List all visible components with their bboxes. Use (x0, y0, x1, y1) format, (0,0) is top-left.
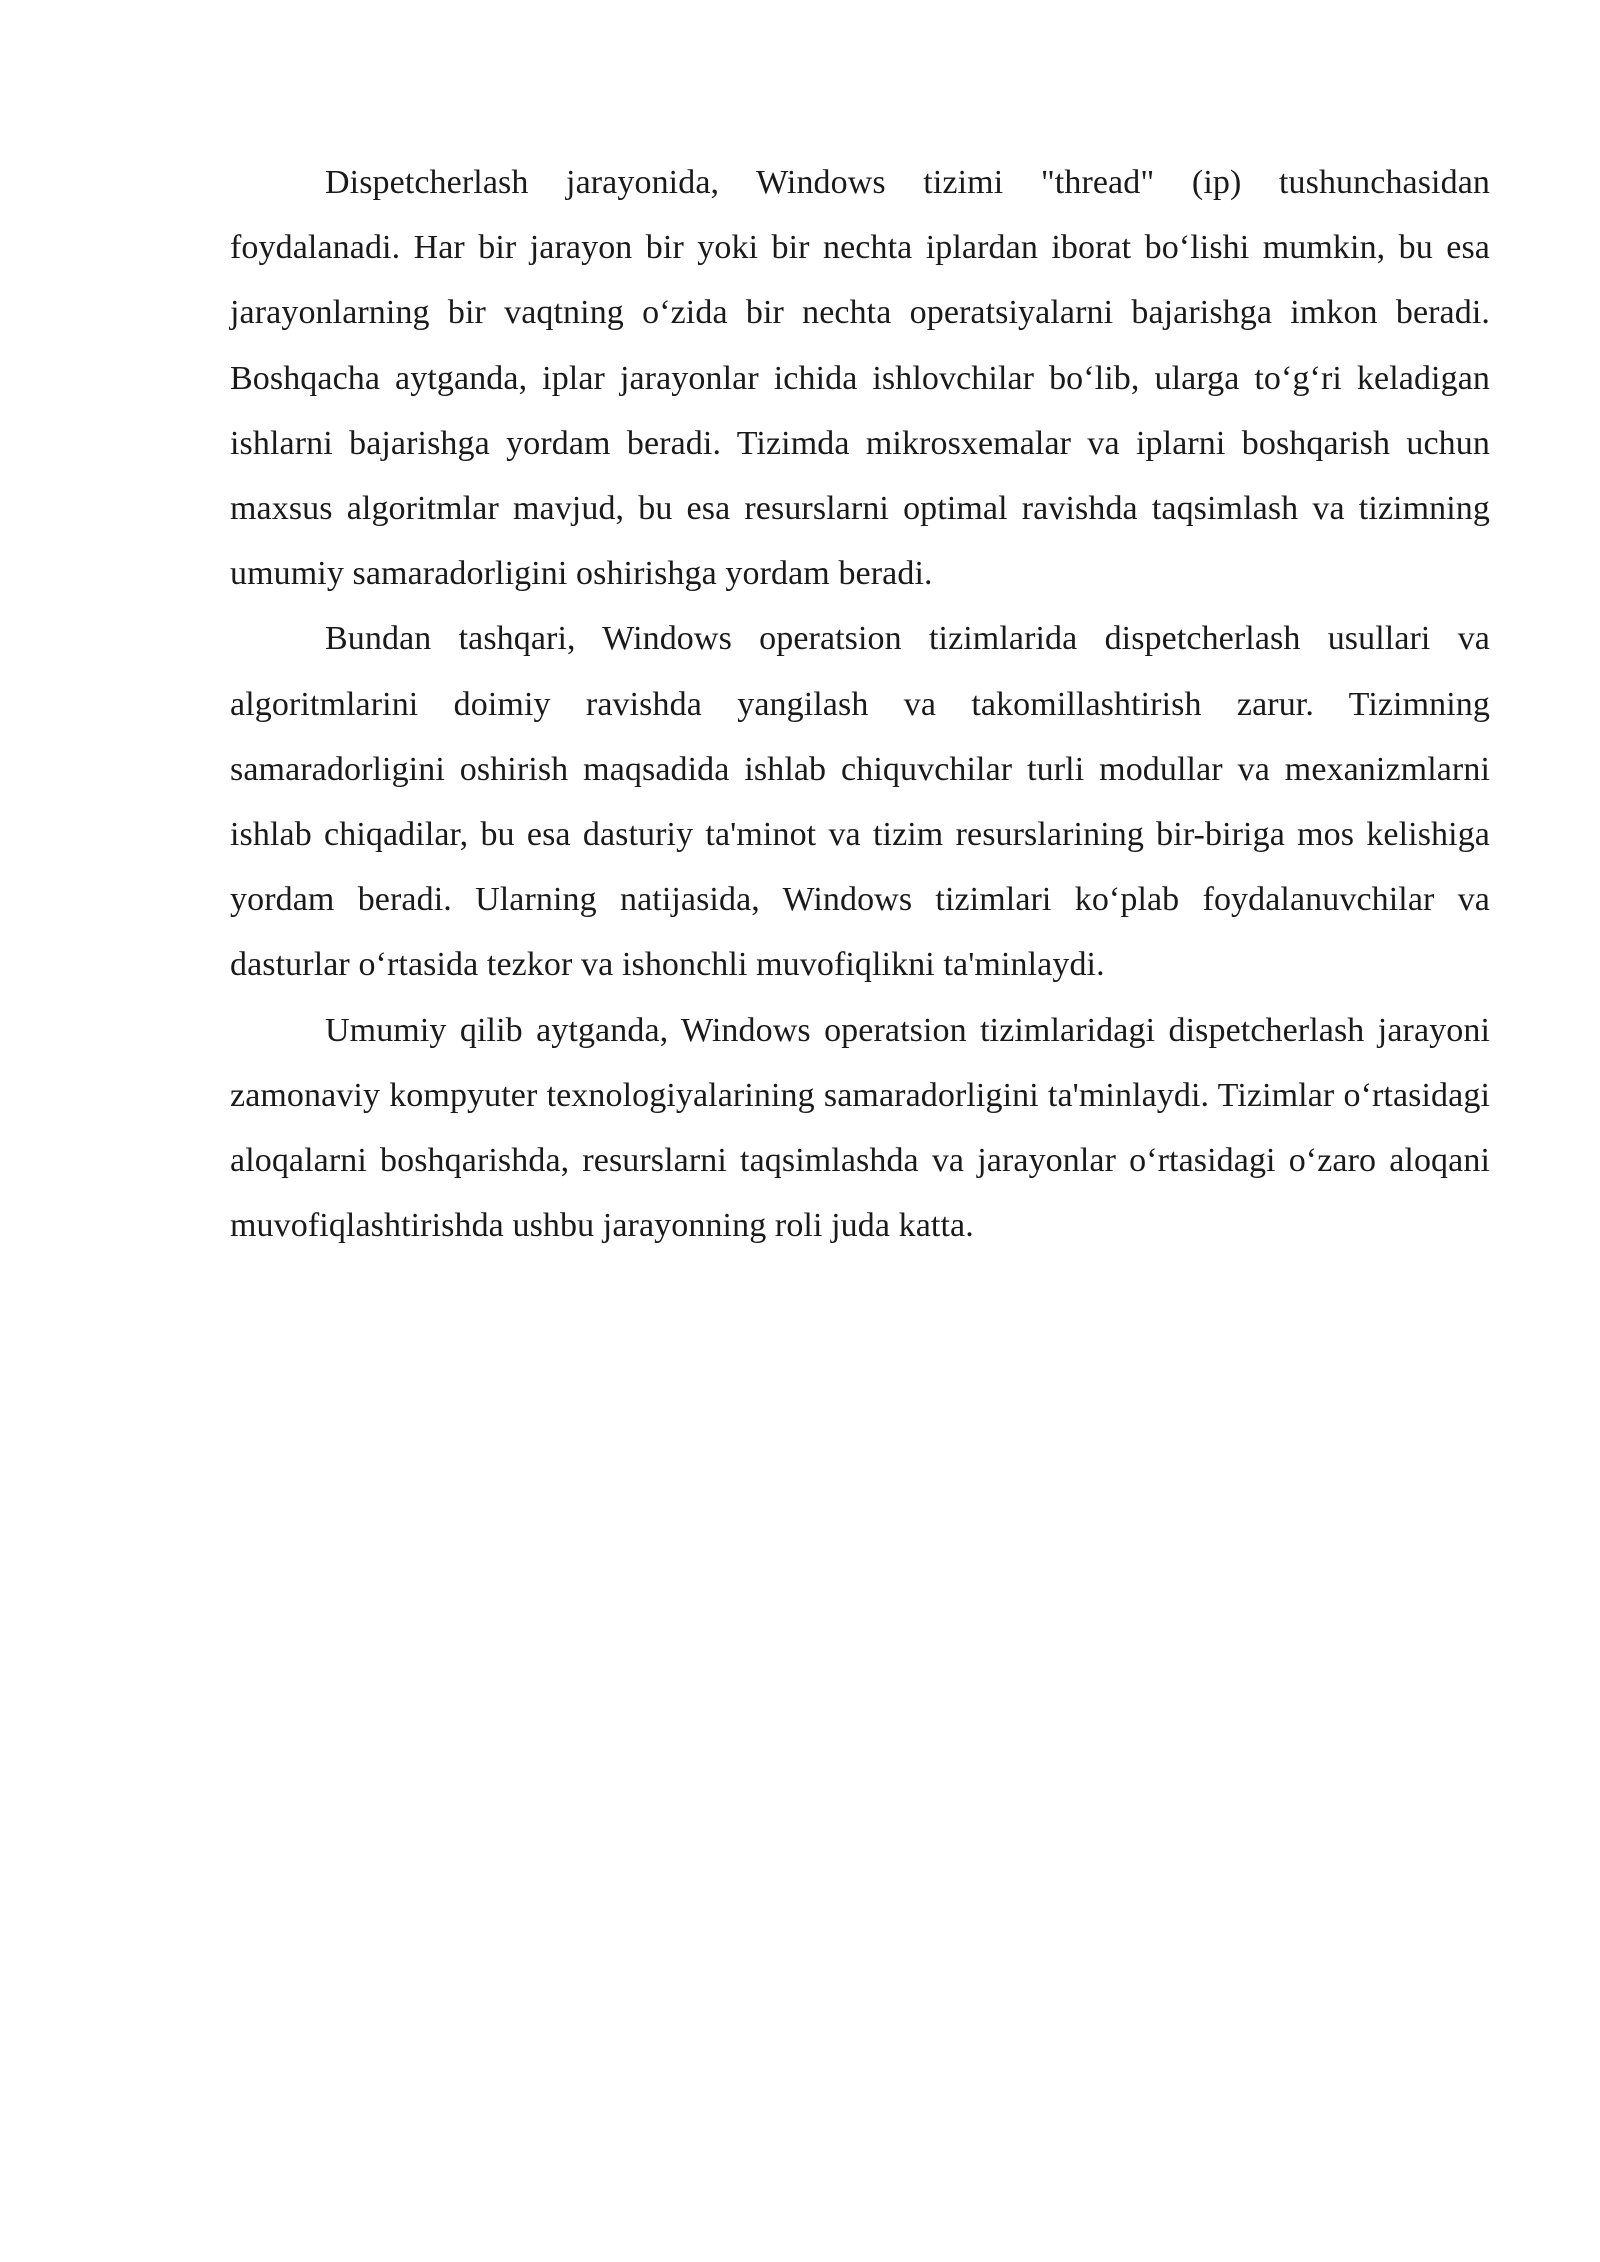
paragraph-1: Dispetcherlash jarayonida, Windows tizimi "thread" (ip) tushunchasidan foydalanadi. Har bir jarayon bir yoki bir nechta iplardan iborat bo‘lishi mumkin, bu esa jarayonlarning bir vaqtning o‘zida bir nechta operatsiyalarni bajarishga imkon beradi. Boshqacha aytganda, iplar jarayonlar ichida ishlovchilar bo‘lib, ularga to‘g‘ri keladigan ishlarni bajarishga yordam beradi. Tizimda mikrosxemalar va iplarni boshqarish uchun maxsus algoritmlar mavjud, bu esa resurslarni optimal ravishda taqsimlash va tizimning umumiy samaradorligini oshirishga yordam beradi. (230, 164, 1490, 593)
paragraph-3: Umumiy qilib aytganda, Windows operatsion tizimlaridagi dispetcherlash jarayoni zamonaviy kompyuter texnologiyalarining samaradorligini ta'minlaydi. Tizimlar o‘rtasidagi aloqalarni boshqarishda, resurslarni taqsimlashda va jarayonlar o‘rtasidagi o‘zaro aloqani muvofiqlashtirishda ushbu jarayonning roli juda katta. (230, 1011, 1490, 1245)
paragraph-2: Bundan tashqari, Windows operatsion tizimlarida dispetcherlash usullari va algoritmlarini doimiy ravishda yangilash va takomillashtirish zarur. Tizimning samaradorligini oshirish maqsadida ishlab chiquvchilar turli modullar va mexanizmlarni ishlab chiqadilar, bu esa dasturiy ta'minot va tizim resurslarining bir-biriga mos kelishiga yordam beradi. Ularning natijasida, Windows tizimlari ko‘plab foydalanuvchilar va dasturlar o‘rtasida tezkor va ishonchli muvofiqlikni ta'minlaydi. (230, 620, 1490, 984)
document-body (230, 150, 1490, 1258)
